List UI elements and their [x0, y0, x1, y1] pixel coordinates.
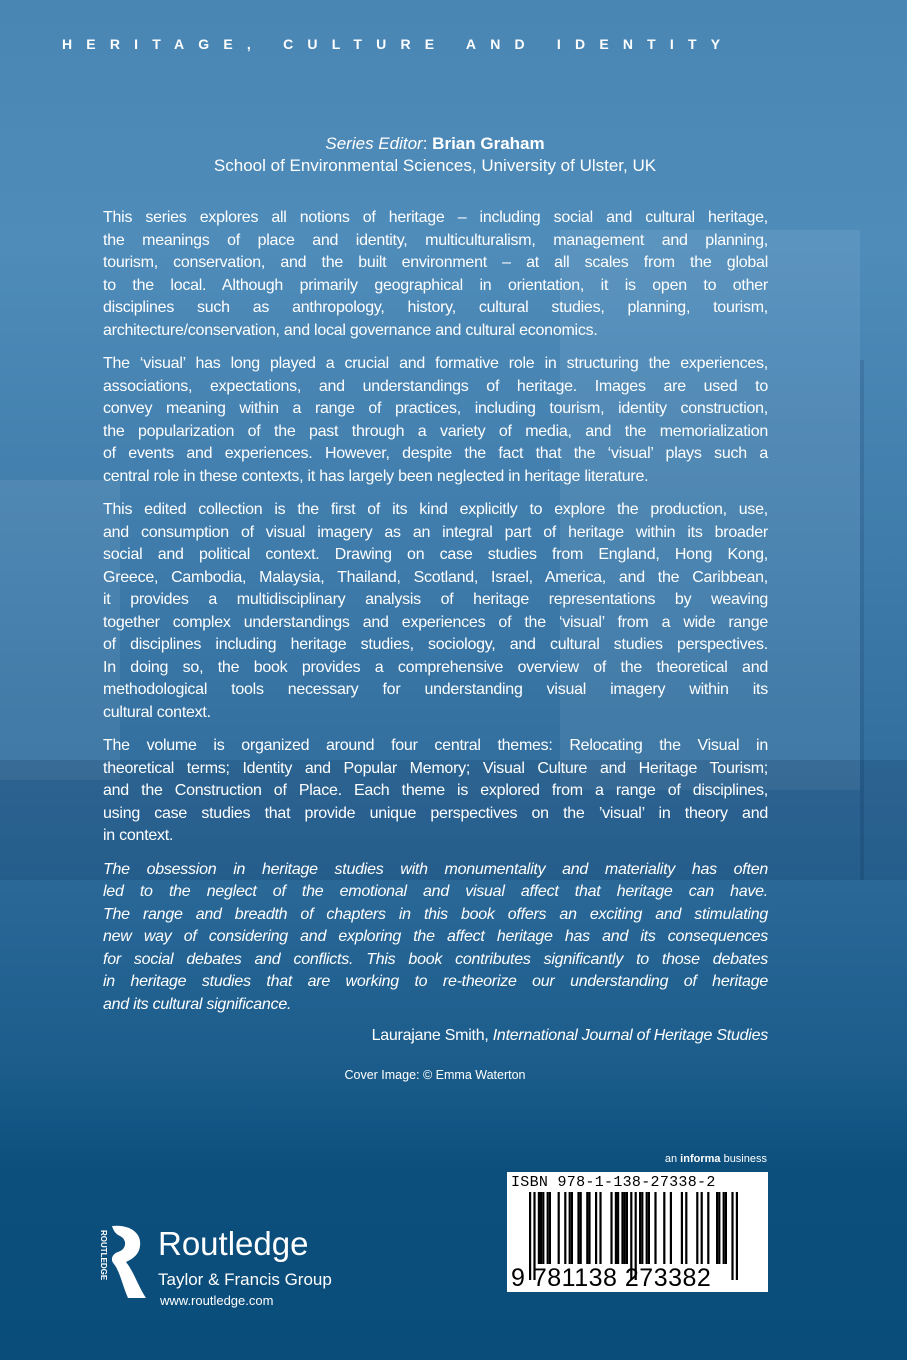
text-line: tourism, conservation, and the built environment – at all scales from the global	[103, 254, 768, 271]
background-lamp-post	[860, 360, 864, 880]
barcode-bar	[654, 1192, 656, 1264]
text-line: and consumption of visual imagery as an integral part of heritage within its broader	[103, 523, 768, 541]
barcode-bar	[588, 1192, 590, 1264]
text-line: together complex understandings and experiences of the ‘visual’ from a wide range	[103, 613, 768, 631]
text-line: the popularization of the past through a variety of media, and the memorialization	[103, 422, 768, 440]
barcode-bar	[696, 1192, 698, 1264]
barcode-bar	[646, 1192, 648, 1264]
barcode-left-digits: 781138	[532, 1264, 618, 1292]
background-building	[0, 480, 120, 780]
cover-image-credit: Cover Image: © Emma Waterton	[344, 1068, 526, 1082]
text-line: the meanings of place and identity, multiculturalism, management and planning,	[103, 231, 768, 249]
text-line: using case studies that provide unique perspectives on the ’visual’ in theory and	[103, 804, 768, 822]
blurb-paragraph	[103, 499, 768, 724]
quote-source: International Journal of Heritage Studies	[492, 1027, 768, 1044]
barcode-bar	[547, 1192, 549, 1264]
quote-attribution	[103, 1025, 768, 1047]
quote-line: in heritage studies that are working to re-theorize our understanding of heritage	[103, 973, 768, 990]
editor-label: Series Editor	[325, 134, 423, 153]
editor-affiliation: School of Environmental Sciences, University of Ulster, UK	[213, 156, 657, 175]
barcode-bar	[731, 1192, 733, 1280]
barcode-bar	[569, 1192, 571, 1264]
review-quote	[103, 859, 768, 1017]
barcode-bar	[617, 1192, 619, 1264]
series-editor: Series Editor: Brian Graham School of Environmental Sciences, University of Ulster, UK	[0, 133, 870, 177]
barcode-bar	[681, 1192, 683, 1264]
text-line: This edited collection is the first of its kind explicitly to explore the production, use,	[103, 501, 768, 518]
barcode-bar	[701, 1192, 703, 1264]
barcode-bar	[599, 1192, 601, 1264]
barcode-bar	[716, 1192, 718, 1264]
blurb-paragraph	[103, 207, 768, 342]
barcode-bar	[558, 1192, 560, 1264]
text-line: cultural context.	[103, 703, 211, 721]
editor-name: Brian Graham	[432, 134, 545, 153]
barcode-bar	[626, 1192, 628, 1264]
text-line: The ‘visual’ has long played a crucial and formative role in structuring the experiences,	[103, 355, 768, 372]
barcode-bar	[586, 1192, 588, 1264]
text-line: of disciplines including heritage studies, sociology, and cultural studies perspectives.	[103, 636, 768, 653]
quote-line: The range and breadth of chapters in this book offers an exciting and stimulating	[103, 905, 768, 923]
barcode-bar	[624, 1192, 626, 1264]
text-line: The volume is organized around four central themes: Relocating the Visual in	[103, 737, 768, 754]
informa-suffix: business	[720, 1153, 767, 1165]
informa-prefix: an	[664, 1153, 681, 1165]
text-line: theoretical terms; Identity and Popular Memory; Visual Culture and Heritage Tourism;	[103, 759, 768, 777]
barcode-bar	[564, 1192, 566, 1264]
isbn-label: ISBN 978-1-138-27338-2	[511, 1174, 716, 1191]
blurb	[103, 207, 768, 1047]
barcode-digits	[511, 1264, 711, 1293]
publisher-name: Routledge	[158, 1225, 309, 1262]
text-line: disciplines such as anthropology, history, cultural studies, planning, tourism,	[103, 299, 768, 316]
barcode-bar	[621, 1192, 623, 1264]
barcode-bar	[685, 1192, 687, 1264]
text-line: social and political context. Drawing on case studies from England, Hong Kong,	[103, 546, 768, 563]
barcode-bar	[549, 1192, 551, 1264]
informa-tagline	[600, 1153, 767, 1165]
quote-line: for social debates and conflicts. This book contributes significantly to those debates	[103, 950, 768, 968]
barcode-first-digit: 9	[511, 1264, 526, 1292]
barcode-bar	[723, 1192, 725, 1264]
text-line: of events and experiences. However, despite the fact that the ‘visual’ plays such a	[103, 445, 768, 462]
quote-author: Laurajane Smith,	[371, 1027, 493, 1044]
blurb-paragraph	[103, 353, 768, 488]
barcode-bar	[663, 1192, 665, 1264]
barcode-bar	[577, 1192, 579, 1264]
blurb-paragraph	[103, 735, 768, 848]
barcode-bar	[595, 1192, 597, 1264]
informa-brand: informa	[680, 1153, 721, 1165]
barcode-bar	[639, 1192, 641, 1264]
barcode-bar	[615, 1192, 617, 1264]
barcode-bar	[707, 1192, 709, 1264]
barcode-bar	[641, 1192, 643, 1264]
barcode-bar	[725, 1192, 727, 1264]
quote-line: and its cultural significance.	[103, 995, 292, 1013]
quote-line: led to the neglect of the emotional and visual affect that heritage can have.	[103, 883, 768, 900]
barcode-bar	[610, 1192, 612, 1264]
text-line: it provides a multidisciplinary analysis of heritage representations by weaving	[103, 591, 768, 608]
quote-line: new way of considering and exploring the affect heritage has and its consequences	[103, 928, 768, 945]
routledge-logo-icon	[98, 1224, 148, 1300]
text-line: and the Construction of Place. Each theme is explored from a range of disciplines,	[103, 782, 768, 799]
barcode-bar	[571, 1192, 573, 1264]
publisher-group: Taylor & Francis Group	[158, 1270, 332, 1289]
barcode-bar	[648, 1192, 650, 1264]
isbn-barcode	[507, 1172, 768, 1292]
barcode-bar	[538, 1192, 540, 1264]
barcode-bar	[670, 1192, 672, 1264]
barcode-bar	[718, 1192, 720, 1264]
barcode-bar	[540, 1192, 542, 1264]
series-title: HERITAGE, CULTURE AND IDENTITY	[62, 36, 735, 52]
text-line: central role in these contexts, it has largely been neglected in heritage literature.	[103, 467, 649, 485]
publisher-url: www.routledge.com	[160, 1293, 274, 1308]
barcode-bar	[580, 1192, 582, 1264]
text-line: Greece, Cambodia, Malaysia, Thailand, Scotland, Israel, America, and the Caribbean,	[103, 568, 768, 586]
text-line: associations, expectations, and understandings of heritage. Images are used to	[103, 377, 768, 395]
text-line: architecture/conservation, and local governance and cultural economics.	[103, 321, 598, 339]
text-line: methodological tools necessary for understanding visual imagery within its	[103, 681, 768, 698]
barcode-bar	[736, 1192, 738, 1280]
text-line: convey meaning within a range of practices, including tourism, identity construction,	[103, 400, 768, 417]
text-line: in context.	[103, 827, 174, 844]
barcode-bar	[542, 1192, 544, 1264]
barcode-right-digits: 273382	[624, 1264, 712, 1292]
text-line: This series explores all notions of heritage – including social and cultural heritage,	[103, 209, 768, 226]
text-line: In doing so, the book provides a comprehensive overview of the theoretical and	[103, 658, 768, 676]
text-line: to the local. Although primarily geographical in orientation, it is open to other	[103, 276, 768, 294]
quote-line: The obsession in heritage studies with monumentality and materiality has often	[103, 860, 768, 878]
routledge-logo-text: ROUTLEDGE	[99, 1230, 108, 1281]
